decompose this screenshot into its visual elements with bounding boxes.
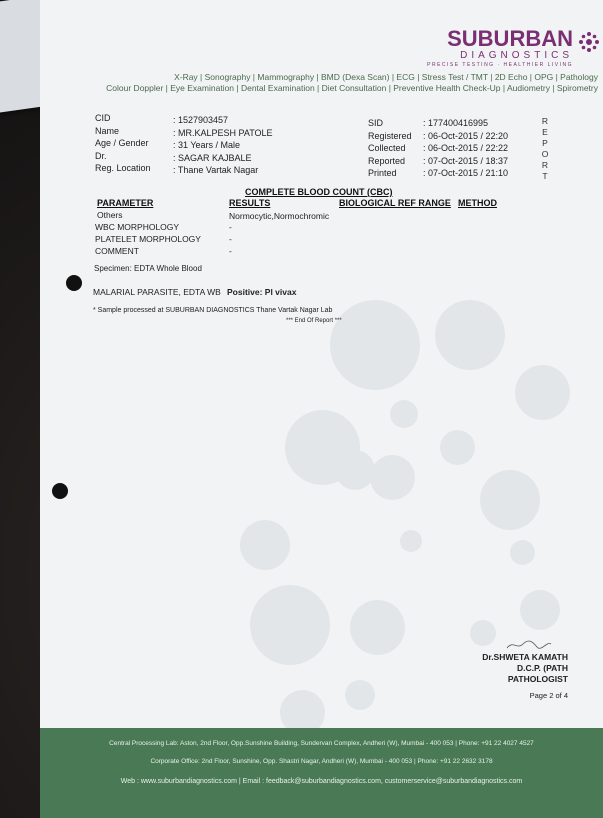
logo-dots-icon [577,30,601,54]
punch-hole [66,275,82,291]
processed-note: * Sample processed at SUBURBAN DIAGNOSTICS Thane Vartak Nagar Lab [93,307,333,314]
patient-labels [95,112,151,175]
watermark-circle [335,450,375,490]
report-letter: P [542,138,548,148]
watermark-circle [400,530,422,552]
end-of-report: *** End Of Report *** [286,318,342,324]
lab-report-page [40,0,603,818]
cid-value: : 1527903457 [173,115,229,125]
reported-label: Reported [368,155,406,166]
watermark-circle [390,400,418,428]
watermark-circle [250,585,330,665]
watermark-circle [350,600,405,655]
report-title: COMPLETE BLOOD COUNT (CBC) [245,187,393,197]
row-result: - [229,234,232,244]
row-param: PLATELET MORPHOLOGY [95,234,201,244]
page-number: Page 2 of 4 [529,691,568,700]
footer-central: Central Processing Lab: Aston, 2nd Floor, Opp.Sunshine Building, Sundervan Complex, Andheri (W), Mumbai - 400 053 | Phone: +91 22 4027 4527 [109,740,534,747]
watermark-circle [370,455,415,500]
printed-label: Printed [368,168,397,178]
watermark-circle [330,300,420,390]
row-param: WBC MORPHOLOGY [95,222,180,232]
sid-label: SID [368,118,384,128]
report-letter: O [541,149,549,159]
report-letter: R [541,116,549,126]
dr-value: : SAGAR KAJBALE [173,152,252,163]
printed-value: : 07-Oct-2015 / 21:10 [423,168,509,178]
col-parameter: PARAMETER [97,198,154,208]
loc-value: : Thane Vartak Nagar [173,165,259,175]
watermark-circle [510,540,535,565]
collected-label: Collected [368,143,406,153]
patient-values [173,114,273,177]
sample-values [423,117,508,180]
reported-value: : 07-Oct-2015 / 18:37 [423,155,509,166]
watermark-circle [435,300,505,370]
registered-label: Registered [368,130,412,141]
cid-label: CID [95,113,111,123]
services-line-1: X-Ray | Sonography | Mammography | BMD (Dexa Scan) | ECG | Stress Test / TMT | 2D Echo | OPG | Pathology [174,72,598,82]
report-vertical-text [540,116,550,182]
sample-labels [368,117,412,180]
row-param: Others [97,210,123,220]
malaria-result: Positive: Pl vivax [227,287,297,297]
watermark-circle [480,470,540,530]
logo-tagline: PRECISE TESTING · HEALTHIER LIVING [427,62,573,68]
row-result: - [229,246,232,256]
signature-block [482,652,568,701]
loc-label: Reg. Location [95,163,151,173]
logo-sub: DIAGNOSTICS [460,50,573,61]
collected-value: : 06-Oct-2015 / 22:22 [423,143,509,153]
row-result: - [229,222,232,232]
report-letter: T [542,171,548,181]
services-line-2: Colour Doppler | Eye Examination | Dental Examination | Diet Consultation | Preventive Health Check-Up | Audiometry | Spirometry [106,83,598,93]
row-param: COMMENT [95,246,139,256]
signature-scribble [505,638,553,652]
specimen-text: Specimen: EDTA Whole Blood [94,264,202,273]
age-label: Age / Gender [95,138,149,148]
report-letter: E [542,127,548,137]
watermark-circle [440,430,475,465]
name-label: Name [95,125,120,136]
footer-bar [40,728,603,818]
registered-value: : 06-Oct-2015 / 22:20 [423,130,509,141]
col-ref-range: BIOLOGICAL REF RANGE [339,198,451,208]
malaria-label: MALARIAL PARASITE, EDTA WB [93,287,221,297]
doctor-degree: D.C.P. (PATH [516,663,568,673]
dr-label: Dr. [95,150,107,161]
col-method: METHOD [458,198,497,208]
watermark-circle [520,590,560,630]
col-results: RESULTS [229,198,271,208]
punch-hole [52,483,68,499]
logo-name: SUBURBAN [447,26,573,51]
doctor-name: Dr.SHWETA KAMATH [482,652,568,662]
age-value: : 31 Years / Male [173,140,241,150]
name-value: : MR.KALPESH PATOLE [173,127,273,138]
row-result: Normocytic,Normochromic [229,211,330,221]
watermark-circle [515,365,570,420]
footer-web: Web : www.suburbandiagnostics.com | Email : feedback@suburbandiagnostics.com, customerservice@suburbandiagnostics.com [120,778,523,785]
services-list [80,72,598,94]
sid-value: : 177400416995 [423,118,489,128]
watermark-circle [240,520,290,570]
report-letter: R [541,160,549,170]
doctor-title: PATHOLOGIST [507,674,568,684]
suburban-logo [427,26,573,68]
footer-corporate: Corporate Office: 2nd Floor, Sunshine, Opp. Shastri Nagar, Andheri (W), Mumbai - 400 053 | Phone: +91 22 2632 3178 [150,758,493,765]
watermark-circle [345,680,375,710]
watermark-circle [470,620,496,646]
